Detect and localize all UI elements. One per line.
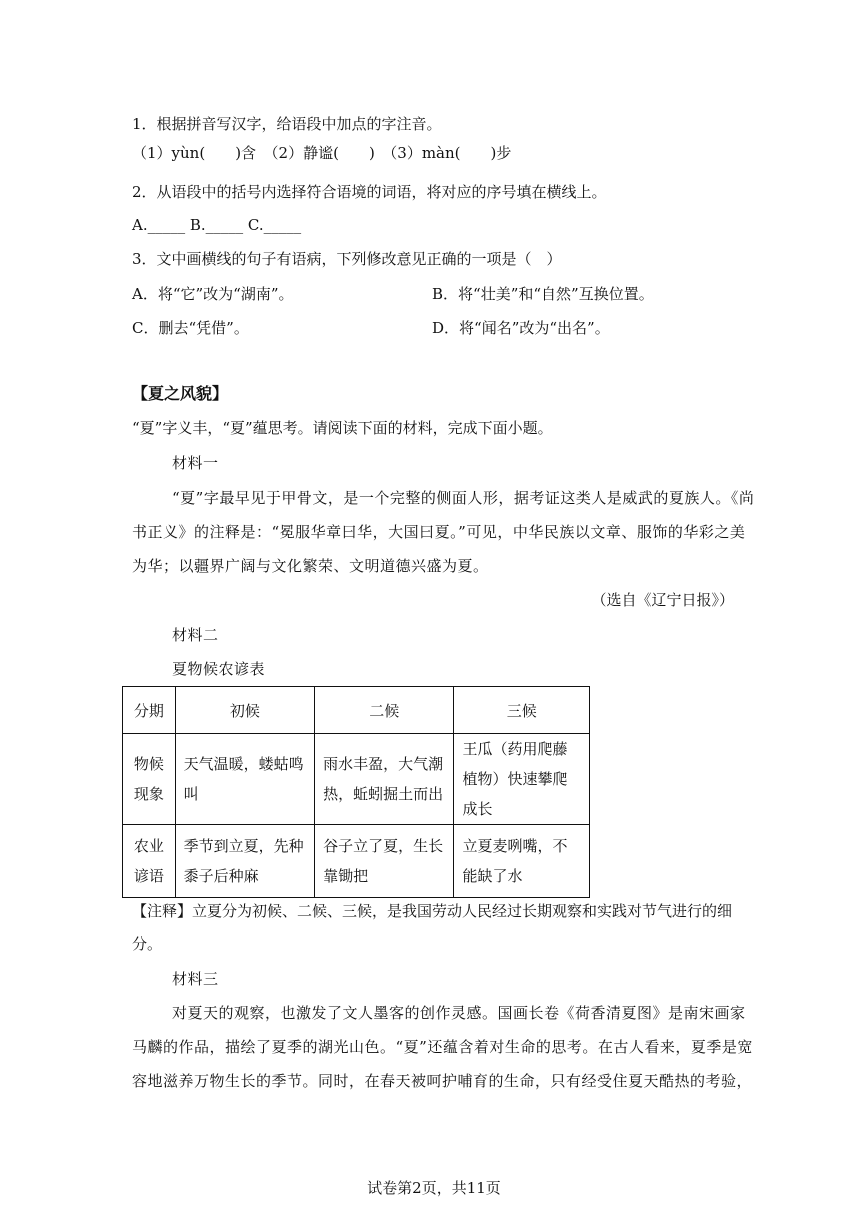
table-header-cell: 三候 bbox=[454, 687, 590, 734]
option-c: C．删去“凭借”。 bbox=[132, 319, 249, 337]
question-2: 2．从语段中的括号内选择符合语境的词语，将对应的序号填在横线上。 bbox=[132, 183, 607, 201]
table-header-cell: 初候 bbox=[175, 687, 314, 734]
question-2-blanks: A._____ B._____ C._____ bbox=[132, 216, 302, 234]
option-a: A．将“它”改为“湖南”。 bbox=[132, 285, 294, 303]
table-cell: 谷子立了夏，生长靠锄把 bbox=[315, 825, 454, 898]
table-cell: 雨水丰盈，大气潮热，蚯蚓掘土而出 bbox=[315, 734, 454, 825]
option-b: B．将“壮美”和“自然”互换位置。 bbox=[432, 285, 654, 303]
question-1-options: （1）yùn( )含 （2）静谧( ) （3）màn( )步 bbox=[132, 144, 512, 162]
material-1-line-1: “夏”字最早见于甲骨文，是一个完整的侧面人形，据考证这类人是威武的夏族人。《尚 bbox=[172, 489, 755, 507]
option-d: D．将“闻名”改为“出名”。 bbox=[432, 319, 610, 337]
section-intro: “夏”字义丰，“夏”蕴思考。请阅读下面的材料，完成下面小题。 bbox=[132, 419, 553, 437]
material-3-label: 材料三 bbox=[172, 970, 219, 988]
table-cell: 王瓜（药用爬藤植物）快速攀爬成长 bbox=[454, 734, 590, 825]
question-1: 1．根据拼音写汉字，给语段中加点的字注音。 bbox=[132, 115, 442, 133]
table-note-line-2: 分。 bbox=[132, 935, 163, 953]
material-2-label: 材料二 bbox=[172, 626, 219, 644]
table-cell: 立夏麦咧嘴，不能缺了水 bbox=[454, 825, 590, 898]
table-header-row bbox=[123, 687, 590, 734]
section-title: 【夏之风貌】 bbox=[132, 384, 229, 403]
table-row bbox=[123, 825, 590, 898]
table-row bbox=[123, 734, 590, 825]
material-1-source: （选自《辽宁日报》） bbox=[591, 591, 734, 609]
table-cell: 季节到立夏，先种黍子后种麻 bbox=[175, 825, 314, 898]
table-title: 夏物候农谚表 bbox=[172, 660, 266, 678]
table-header-cell: 分期 bbox=[123, 687, 176, 734]
material-3-line-2: 马麟的作品，描绘了夏季的湖光山色。“夏”还蕴含着对生命的思考。在古人看来，夏季是宽 bbox=[132, 1038, 753, 1056]
material-1-line-3: 为华；以疆界广阔与文化繁荣、文明道德兴盛为夏。 bbox=[132, 557, 489, 575]
table-header-cell: 二候 bbox=[315, 687, 454, 734]
material-1-label: 材料一 bbox=[172, 454, 219, 472]
material-1-line-2: 书正义》的注释是：“冕服华章曰华，大国曰夏。”可见，中华民族以文章、服饰的华彩之美 bbox=[132, 523, 746, 541]
material-3-line-3: 容地滋养万物生长的季节。同时，在春天被呵护哺育的生命，只有经受住夏天酷热的考验， bbox=[132, 1072, 753, 1090]
table-row-head: 农业谚语 bbox=[123, 825, 176, 898]
phenology-table bbox=[122, 686, 590, 898]
material-3-line-1: 对夏天的观察，也激发了文人墨客的创作灵感。国画长卷《荷香清夏图》是南宋画家 bbox=[172, 1004, 746, 1022]
page-footer: 试卷第2页，共11页 bbox=[367, 1179, 501, 1197]
question-3: 3．文中画横线的句子有语病，下列修改意见正确的一项是（ ） bbox=[132, 250, 562, 268]
table-row-head: 物候现象 bbox=[123, 734, 176, 825]
table-cell: 天气温暖，蝼蛄鸣叫 bbox=[175, 734, 314, 825]
table-note-line-1: 【注释】立夏分为初候、二候、三候，是我国劳动人民经过长期观察和实践对节气进行的细 bbox=[132, 902, 733, 920]
